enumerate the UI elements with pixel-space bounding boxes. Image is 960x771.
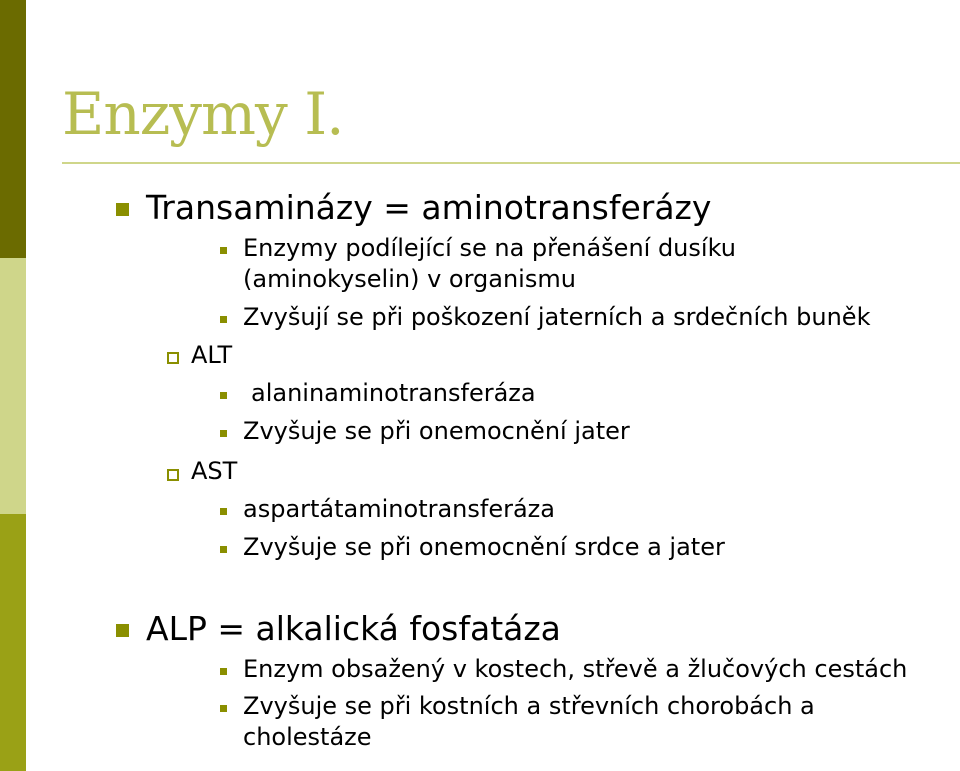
point-alp-1: Enzym obsažený v kostech, střevě a žlučových cestách — [243, 655, 908, 683]
heading-transaminazy: Transaminázy = aminotransferázy — [146, 188, 712, 227]
left-bar-middle — [0, 258, 26, 514]
small-square-bullet-icon — [220, 316, 227, 323]
point-alt-1: alaninaminotransferáza — [251, 379, 536, 407]
small-square-bullet-icon — [220, 247, 227, 254]
point-transaminazy-1-cont: (aminokyselin) v organismu — [243, 265, 576, 293]
left-bar-top — [0, 0, 26, 258]
small-square-bullet-icon — [220, 430, 227, 437]
label-ast: AST — [191, 457, 238, 485]
slide-title: Enzymy I. — [62, 80, 344, 148]
point-ast-1: aspartátaminotransferáza — [243, 495, 555, 523]
point-transaminazy-2: Zvyšují se při poškození jaterních a srdečních buněk — [243, 303, 871, 331]
title-divider — [62, 162, 960, 164]
point-alp-2-cont: cholestáze — [243, 723, 372, 751]
point-ast-2: Zvyšuje se při onemocnění srdce a jater — [243, 533, 725, 561]
small-square-bullet-icon — [220, 392, 227, 399]
square-bullet-icon — [116, 203, 129, 216]
small-square-bullet-icon — [220, 546, 227, 553]
small-square-bullet-icon — [220, 705, 227, 712]
left-bar-bottom — [0, 514, 26, 771]
square-bullet-icon — [116, 624, 129, 637]
open-square-bullet-icon — [167, 352, 179, 364]
point-alt-2: Zvyšuje se při onemocnění jater — [243, 417, 630, 445]
heading-alp: ALP = alkalická fosfatáza — [146, 609, 561, 648]
small-square-bullet-icon — [220, 668, 227, 675]
small-square-bullet-icon — [220, 508, 227, 515]
point-alp-2: Zvyšuje se při kostních a střevních chorobách a — [243, 692, 815, 720]
label-alt: ALT — [191, 341, 233, 369]
point-transaminazy-1: Enzymy podílející se na přenášení dusíku — [243, 234, 736, 262]
open-square-bullet-icon — [167, 469, 179, 481]
